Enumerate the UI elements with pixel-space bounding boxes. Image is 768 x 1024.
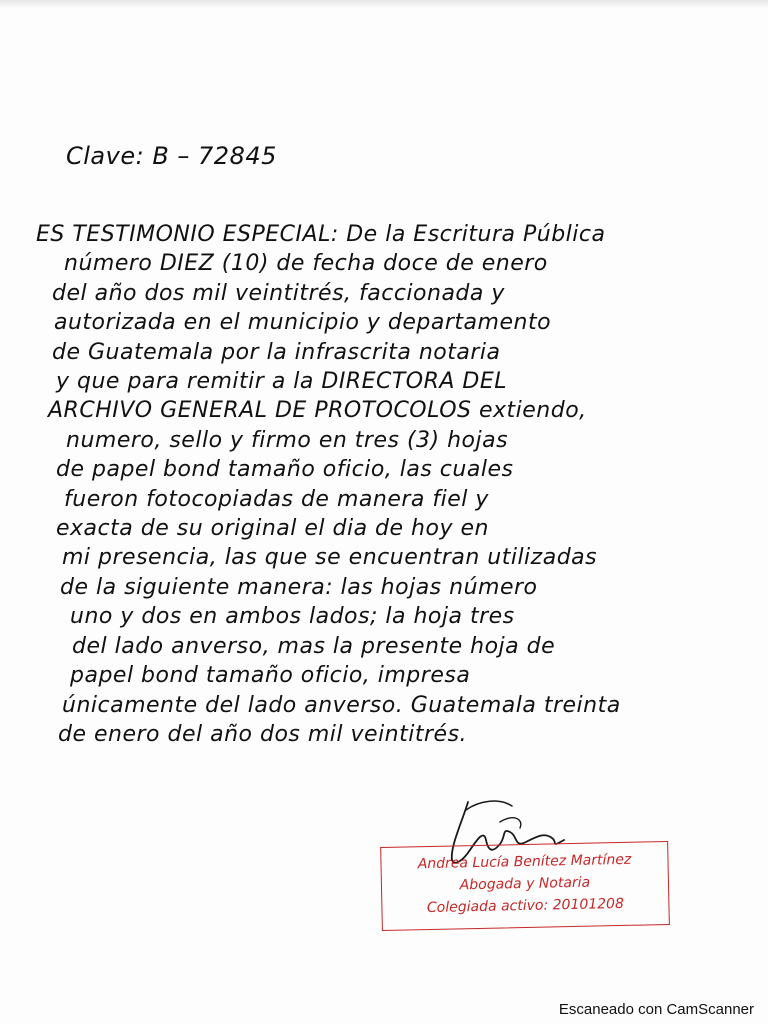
text-line: de papel bond tamaño oficio, las cuales xyxy=(56,457,514,483)
text-line: número DIEZ (10) de fecha doce de enero xyxy=(64,251,548,277)
text-line: autorizada en el municipio y departamento xyxy=(54,310,552,336)
stamp-title: Abogada y Notaria xyxy=(459,874,591,894)
text-line: de Guatemala por la infrascrita notaria xyxy=(52,339,501,365)
testimony-text xyxy=(32,220,732,749)
stamp-registration: Colegiada activo: 20101208 xyxy=(426,895,625,917)
text-line: mi presencia, las que se encuentran utilizadas xyxy=(62,545,598,571)
stamp-name: Andrea Lucía Benítez Martínez xyxy=(417,851,632,873)
text-line: y que para remitir a la DIRECTORA DEL xyxy=(56,369,508,395)
text-line: de la siguiente manera: las hojas número xyxy=(60,574,538,600)
scan-top-edge xyxy=(0,0,768,8)
notary-stamp xyxy=(380,841,670,931)
text-line: de enero del año dos mil veintitrés. xyxy=(58,721,468,747)
text-line: ES TESTIMONIO ESPECIAL: De la Escritura Pública xyxy=(36,222,606,247)
text-line: uno y dos en ambos lados; la hoja tres xyxy=(70,604,515,630)
text-line: del lado anverso, mas la presente hoja de xyxy=(72,633,556,659)
text-line: papel bond tamaño oficio, impresa xyxy=(70,663,471,689)
text-line: únicamente del lado anverso. Guatemala treinta xyxy=(62,692,621,718)
text-line: del año dos mil veintitrés, faccionada y xyxy=(52,280,505,306)
text-line: numero, sello y firmo en tres (3) hojas xyxy=(66,427,509,453)
text-line: exacta de su original el dia de hoy en xyxy=(56,516,489,542)
text-line: fueron fotocopiadas de manera fiel y xyxy=(64,486,489,512)
text-line: ARCHIVO GENERAL DE PROTOCOLOS extiendo, xyxy=(48,398,587,424)
document-clave: Clave: B – 72845 xyxy=(66,142,277,170)
camscanner-watermark: Escaneado con CamScanner xyxy=(558,1001,754,1018)
